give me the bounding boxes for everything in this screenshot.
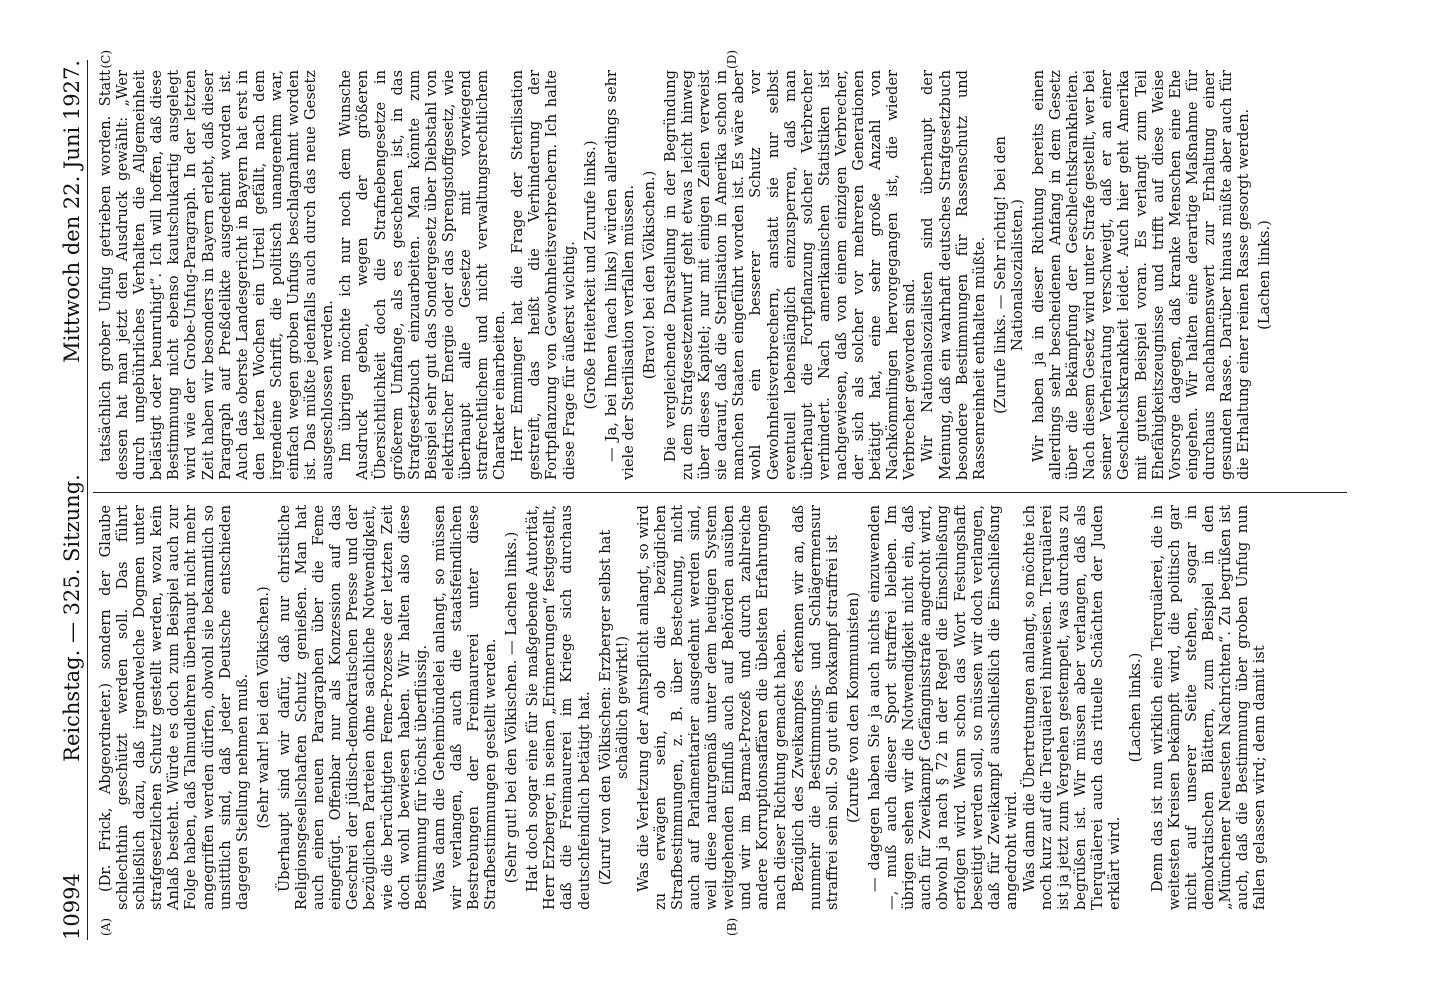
paragraph: Wir Nationalsozialisten sind überhaupt der Meinung, daß ein wahrhaft deutsches Strafgesetzbuch besondere Bestimmungen für Rassenschutz und Rassenreinheit enthalten müßte. [919, 70, 988, 480]
paragraph: Denn das ist nun wirklich eine Tierquälerei, die in weitesten Kreisen bekämpft wird, die politisch gar nicht auf unserer Seite stehen, sogar in demokratischen Blättern, zum Beispiel in den „Münchener Neuesten Nachrichten“. Zu begrüßen ist auch, daß die Bestimmung über groben Unfug nun fallen gelassen wird; denn damit ist [1148, 505, 1269, 910]
column-divider [93, 492, 1347, 493]
right-text-column [97, 70, 1347, 480]
funding-note [1408, 0, 1434, 1000]
paragraph: Was dann die Geheimbündelei anlangt, so müssen wir verlangen, daß auch die staatsfeindlichen Bestrebungen der Freimaurerei unter diese Strafbestimmungen gestellt werden. [430, 505, 500, 910]
interjection: (Lachen links.) [1127, 652, 1145, 763]
paragraph: Hat doch sogar eine für Sie maßgebende Autorität, Herr Erzberger, in seinen „Erinnerungen“ festgestellt, daß die Freimaurerei im Kriege sich durchaus deutschfeindlich betätigt hat. [524, 505, 593, 910]
document-page [57, 50, 1347, 940]
session-date: Mittwoch den 22. Juni 1927. [60, 60, 84, 363]
interjection: (Lachen links.) [1256, 220, 1274, 330]
paragraph: Die vergleichende Darstellung in der Begründung zu dem Strafgesetzentwurf geht etwas leicht hinweg über dieses Kapitel; nur mit einigen Zeilen verweist sie darauf, daß die Sterilisation in Amerika schon in manchen Staaten eingeführt worden ist. Es wäre aber wohl ein besserer Schutz vor Gewohnheitsverbrechern, anstatt sie nur selbst eventuell lebenslänglich einzusperren, daß man überhaupt die Fortpflanzung solcher Verbrecher verhindert. Nach amerikanischen Statistiken ist nachgewiesen, daß von einem einzigen Verbrecher, der sich als solcher vor mehreren Generationen betätigt hat, eine sehr große Anzahl von Nachkömmlingen hervorgegangen ist, die wieder Verbrecher geworden sind. [662, 70, 919, 480]
interjection: (Zurufe von den Kommunisten) [844, 592, 862, 823]
interjection: (Zurufe links. — Sehr richtig! bei den Nationalsozialisten.) [991, 136, 1026, 414]
interjection: (Zuruf von den Völkischen: Erzberger selbst hat schädlich gewirkt!) [596, 529, 631, 886]
interjection: (Sehr gut! bei den Völkischen. — Lachen links.) [503, 531, 521, 884]
page-header [57, 60, 88, 940]
paragraph: Herr Emminger hat die Frage der Sterilisation gestreift, das heißt die Verhinderung der Fortpflanzung von Gewohnheitsverbrechern. Ich halte diese Frage für äußerst wichtig. [509, 70, 578, 480]
paragraph: Bezüglich des Zweikampfes erkennen wir an, daß nunmehr die Bestimmungs- und Schlägermensur straffrei sein soll. So gut ein Boxkampf straffrei ist [789, 505, 841, 910]
paragraph: Was die Verletzung der Amtspflicht anlangt, so wird zu erwägen sein, ob die bezüglichen Strafbestimmungen, z. B. über Bestechung, nicht auch auf Parlamentarier ausgedehnt werden sind, weil diese naturgemäß unter dem heutigen System weitgehenden Einfluß auch auf Behörden ausüben und wir im Barmat-Prozeß und durch zahlreiche andere Korruptionsaffären die übelsten Erfahrungen nach dieser Richtung gemacht haben. [634, 505, 789, 910]
paragraph: Überhaupt sind wir dafür, daß nur christliche Religionsgesellschaften Schutz genießen. Man hat auch einen neuen Paragraphen über die Feme eingefügt. Offenbar nur als Konzession auf das Geschrei der jüdisch-demokratischen Presse und der bezüglichen Parteien ohne sachliche Notwendigkeit, wie die berüchtigten Feme-Prozesse der letzten Zeit doch wohl bewiesen haben. Wir halten also diese Bestimmung für höchst überflüssig. [275, 505, 430, 910]
margin-mark-a: (A) [99, 917, 113, 936]
interjection: (Große Heiterkeit und Zurufe links.) [581, 140, 599, 410]
left-text-column [97, 505, 1347, 910]
paragraph: — dagegen haben Sie ja auch nichts einzuwenden —, muß auch dieser Sport straffrei bleiben. Im übrigen sehen wir die Notwendigkeit nicht ein, daß auch für Zweikampf Gefängnisstrafe angedroht wird, obwohl ja nach § 72 in der Regel die Einschließung erfolgen wird. Wenn schon das Wort Festungshaft beseitigt werden soll, so müssen wir doch verlangen, daß für Zweikampf ausschließlich die Einschließung angedroht wird. [866, 505, 1020, 910]
interjection: (Sehr wahr! bei den Völkischen.) [254, 586, 272, 829]
paragraph: Was dann die Übertretungen anlangt, so möchte ich noch kurz auf die Tierquälerei hinweisen. Tierquälerei ist ja jetzt zum Vergehen gestempelt, was durchaus zu begrüßen ist. Wir müssen aber verlangen, daß als Tierquälerei auch das rituelle Schächten der Juden erklärt wird. [1020, 505, 1124, 910]
margin-mark-b: (B) [725, 917, 739, 936]
session-title: Reichstag. — 325. Sitzung. [60, 474, 84, 762]
paragraph: — Ja, bei Ihnen (nach links) würden allerdings sehr viele der Sterilisation verfallen müssen. [602, 70, 637, 480]
margin-mark-d: (D) [725, 50, 739, 69]
paragraph: Im übrigen möchte ich nur noch dem Wunsche Ausdruck geben, wegen der größeren Übersichtlichkeit doch die Strafnebengesetze in größerem Umfange, als es geschehen ist, in das Strafgesetzbuch einzuarbeiten. Man könnte zum Beispiel sehr gut das Sondergesetz über Diebstahl von elektrischer Energie oder das Sprengstoffgesetz, wie überhaupt alle Gesetze mit vorwiegend strafrechtlichem und nicht verwaltungsrechtlichem Charakter einarbeiten. [337, 70, 509, 480]
page-number: 10994 [60, 873, 84, 940]
paragraph: (Dr. Frick, Abgeordneter.) sondern der Glaube schlechthin geschützt werden soll. Das führt schließlich dazu, daß irgendwelche Dogmen unter strafgesetzlichen Schutz gestellt werden, wozu kein Anlaß besteht. Würde es doch zum Beispiel auch zur Folge haben, daß Talmudlehren überhaupt nicht mehr angegriffen werden dürfen, obwohl sie bekanntlich so unsittlich sind, daß jeder Deutsche entschieden dagegen Stellung nehmen muß. [97, 505, 251, 910]
margin-mark-c: (C) [99, 50, 113, 69]
paragraph: tatsächlich grober Unfug getrieben worden. Statt dessen hat man jetzt den Ausdruck gewählt: „Wer durch ungebührliches Verhalten die Allgemeinheit belästigt oder beunruhigt“. Ich will hoffen, daß diese Bestimmung nicht ebenso kautschukartig ausgelegt wird wie der Grobe-Unfug-Paragraph. In der letzten Zeit haben wir besonders in Bayern erlebt, daß dieser Paragraph auf Preßdelikte ausgedehnt worden ist. Auch das oberste Landesgericht in Bayern hat erst in den letzten Wochen ein Urteil gefällt, nach dem irgendeine Schrift, die politisch unangenehm war, einfach wegen groben Unfugs beschlagnahmt worden ist. Das müßte jedenfalls auch durch das neue Gesetz ausgeschlossen werden. [97, 70, 337, 480]
interjection: (Bravo! bei den Völkischen.) [640, 170, 658, 380]
paragraph: Wir haben ja in dieser Richtung bereits einen allerdings sehr bescheidenen Anfang in dem Gesetz über die Bekämpfung der Geschlechtskrankheiten. Nach diesem Gesetz wird unter Strafe gestellt, wer bei seiner Verheiratung verschweigt, daß er an einer Geschlechtskrankheit leidet. Auch hier geht Amerika mit gutem Beispiel voran. Es verlangt zum Teil Ehefähigkeitszeugnisse und trifft auf diese Weise Vorsorge dagegen, daß kranke Menschen eine Ehe eingehen. Wir halten eine derartige Maßnahme für durchaus nachahmenswert zur Erhaltung einer gesunden Rasse. Darüber hinaus müßte aber auch für die Erhaltung einer reinen Rasse gesorgt werden. [1029, 70, 1253, 480]
